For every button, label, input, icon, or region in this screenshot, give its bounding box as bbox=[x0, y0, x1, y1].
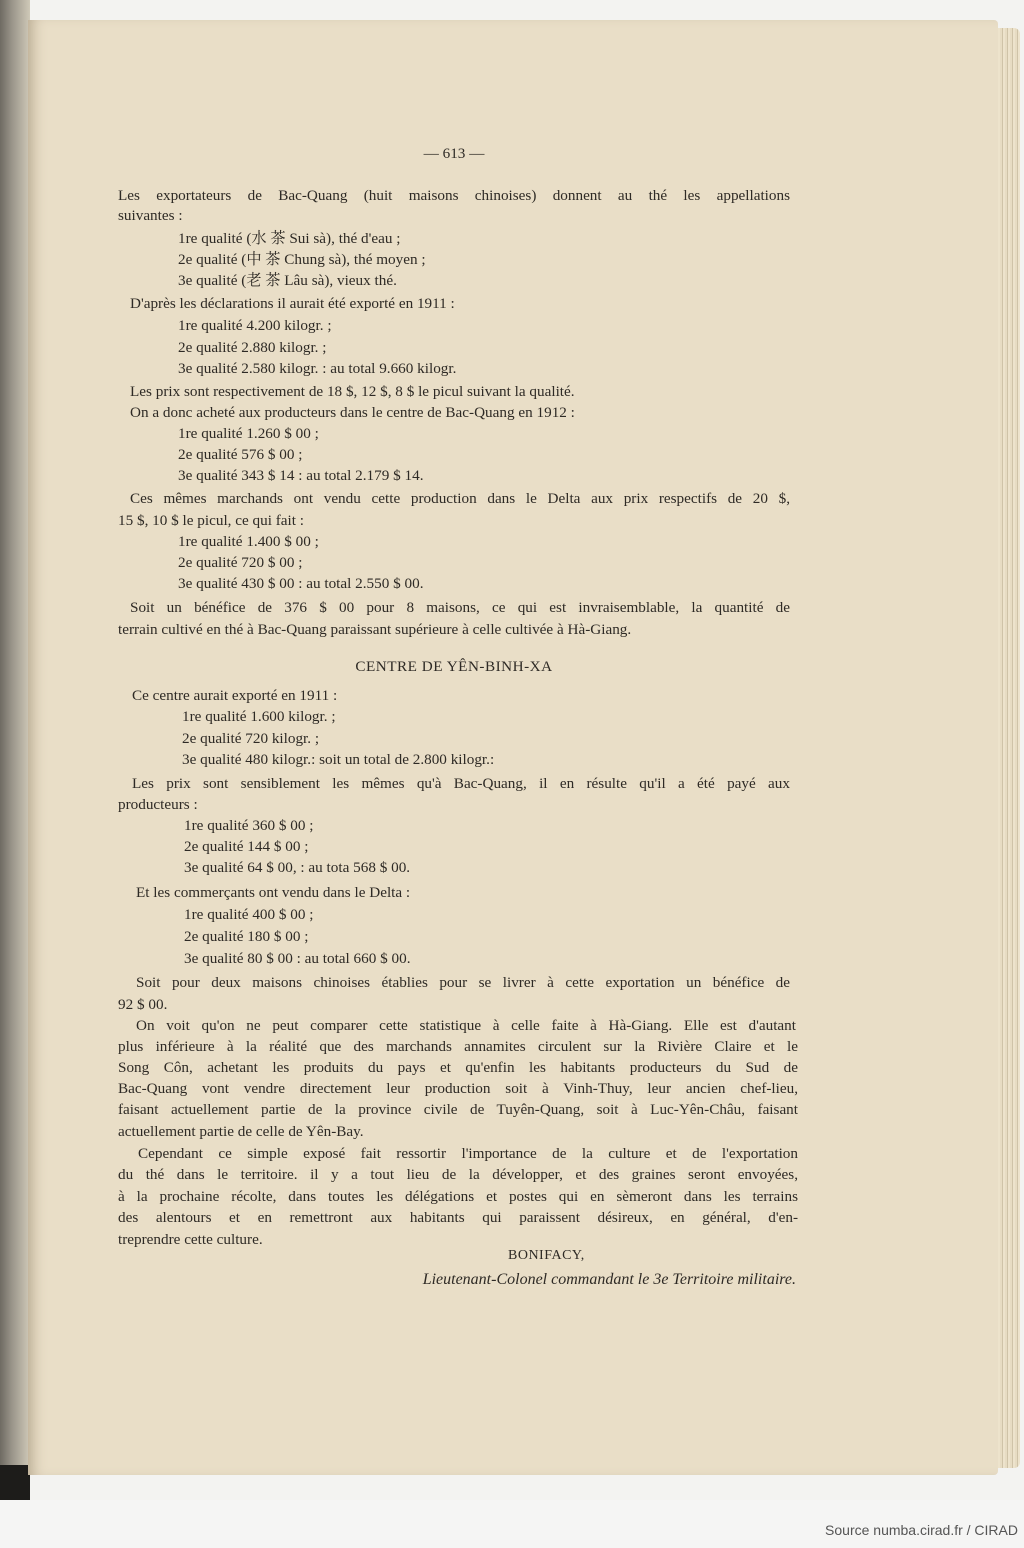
source-credit: Source numba.cirad.fr / CIRAD bbox=[825, 1522, 1018, 1538]
text-line: Et les commerçants ont vendu dans le Delta : bbox=[136, 884, 411, 901]
list-item: 2e qualité (中 茶 Chung sà), thé moyen ; bbox=[178, 251, 426, 268]
text-line: On a donc acheté aux producteurs dans le centre de Bac-Quang en 1912 : bbox=[130, 404, 575, 421]
list-item: 1re qualité 360 $ 00 ; bbox=[184, 817, 314, 834]
list-item: 2e qualité 576 $ 00 ; bbox=[178, 446, 303, 463]
text-line: 92 $ 00. bbox=[118, 996, 168, 1013]
list-item: 2e qualité 2.880 kilogr. ; bbox=[178, 339, 327, 356]
text-line: Soit pour deux maisons chinoises établies pour se livrer à cette exportation un bénéfice de bbox=[136, 974, 790, 991]
list-item: 1re qualité 400 $ 00 ; bbox=[184, 906, 314, 923]
page-number: — 613 — bbox=[423, 145, 485, 162]
list-item: 2e qualité 180 $ 00 ; bbox=[184, 928, 309, 945]
text-line: Ces mêmes marchands ont vendu cette production dans le Delta aux prix respectifs de 20 $, bbox=[130, 490, 790, 507]
list-item: 3e qualité 343 $ 14 : au total 2.179 $ 14. bbox=[178, 467, 424, 484]
text-line: Les exportateurs de Bac-Quang (huit maisons chinoises) donnent au thé les appellations bbox=[118, 187, 790, 204]
text-line: suivantes : bbox=[118, 207, 183, 224]
text-line: Les prix sont respectivement de 18 $, 12 $, 8 $ le picul suivant la qualité. bbox=[130, 383, 575, 400]
list-item: 1re qualité 1.400 $ 00 ; bbox=[178, 533, 319, 550]
text-line: faisant actuellement partie de la province civile de Tuyên-Quang, soit à Luc-Yên-Châu, faisant bbox=[118, 1101, 798, 1118]
text-line: Song Côn, achetant les produits du pays et qu'enfin les habitants producteurs du Sud de bbox=[118, 1059, 798, 1076]
list-item: 2e qualité 720 kilogr. ; bbox=[182, 730, 320, 747]
list-item: 1re qualité 1.600 kilogr. ; bbox=[182, 708, 336, 725]
text-line: plus inférieure à la réalité que des marchands annamites circulent sur la Rivière Claire et le bbox=[118, 1038, 798, 1055]
text-line: Les prix sont sensiblement les mêmes qu'à Bac-Quang, il en résulte qu'il a été payé aux bbox=[132, 775, 790, 792]
list-item: 1re qualité 4.200 kilogr. ; bbox=[178, 317, 332, 334]
signature-name: BONIFACY, bbox=[508, 1248, 585, 1263]
list-item: 3e qualité (老 茶 Lâu sà), vieux thé. bbox=[178, 272, 397, 289]
text-line: terrain cultivé en thé à Bac-Quang paraissant supérieure à celle cultivée à Hà-Giang. bbox=[118, 621, 632, 638]
list-item: 3e qualité 64 $ 00, : au tota 568 $ 00. bbox=[184, 859, 411, 876]
text-line: On voit qu'on ne peut comparer cette statistique à celle faite à Hà-Giang. Elle est d'autant bbox=[136, 1017, 796, 1034]
list-item: 1re qualité (水 茶 Sui sà), thé d'eau ; bbox=[178, 230, 401, 247]
list-item: 1re qualité 1.260 $ 00 ; bbox=[178, 425, 319, 442]
text-line: Ce centre aurait exporté en 1911 : bbox=[132, 687, 338, 704]
text-line: Soit un bénéfice de 376 $ 00 pour 8 maisons, ce qui est invraisemblable, la quantité de bbox=[130, 599, 790, 616]
list-item: 3e qualité 430 $ 00 : au total 2.550 $ 00. bbox=[178, 575, 424, 592]
book-spine bbox=[0, 0, 30, 1548]
list-item: 2e qualité 144 $ 00 ; bbox=[184, 838, 309, 855]
text-line: 15 $, 10 $ le picul, ce qui fait : bbox=[118, 512, 305, 529]
list-item: 3e qualité 2.580 kilogr. : au total 9.660 kilogr. bbox=[178, 360, 457, 377]
text-line: producteurs : bbox=[118, 796, 198, 813]
text-line: Bac-Quang vont vendre directement leur production soit à Vinh-Thuy, leur ancien chef-lieu, bbox=[118, 1080, 798, 1097]
text-line: à la prochaine récolte, dans toutes les délégations et postes qui en sèmeront dans les terrains bbox=[118, 1188, 798, 1205]
text-line: Cependant ce simple exposé fait ressortir l'importance de la culture et de l'exportation bbox=[138, 1145, 798, 1162]
text-line: actuellement partie de celle de Yên-Bay. bbox=[118, 1123, 364, 1140]
text-line: du thé dans le territoire. il y a tout lieu de la développer, et des graines seront envoyées, bbox=[118, 1166, 798, 1183]
signature-title: Lieutenant-Colonel commandant le 3e Territoire militaire. bbox=[422, 1271, 796, 1288]
list-item: 2e qualité 720 $ 00 ; bbox=[178, 554, 303, 571]
list-item: 3e qualité 80 $ 00 : au total 660 $ 00. bbox=[184, 950, 411, 967]
text-line: treprendre cette culture. bbox=[118, 1231, 263, 1248]
text-line: D'après les déclarations il aurait été exporté en 1911 : bbox=[130, 295, 455, 312]
text-line: des alentours et en remettront aux habitants qui paraissent désireux, en général, d'en- bbox=[118, 1209, 798, 1226]
section-heading: CENTRE DE YÊN-BINH-XA bbox=[355, 658, 553, 675]
list-item: 3e qualité 480 kilogr.: soit un total de 2.800 kilogr.: bbox=[182, 751, 495, 768]
